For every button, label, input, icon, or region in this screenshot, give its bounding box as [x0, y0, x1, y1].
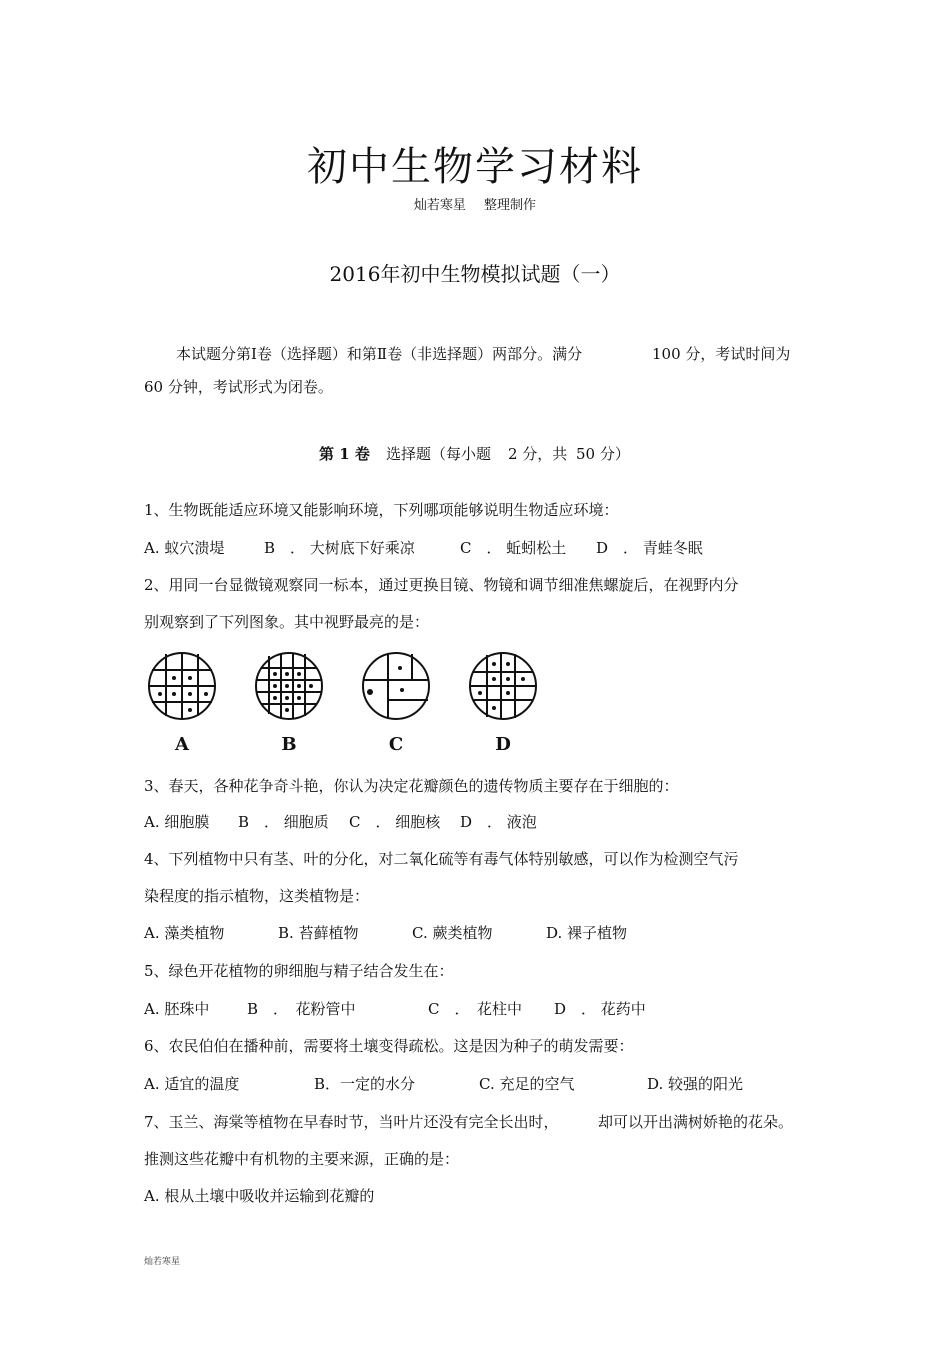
question-1-options [144, 537, 844, 557]
q6-option-a: A. 适宜的温度 [144, 1075, 240, 1093]
question-1-stem: 1、生物既能适应环境又能影响环境，下列哪项能够说明生物适应环境： [144, 501, 619, 519]
field-c [363, 653, 429, 719]
intro-line2: 60 分钟，考试形式为闭卷。 [144, 378, 333, 396]
question-2-stem-line2: 别观察到了下列图象。其中视野最亮的是： [144, 613, 430, 631]
section-title: 选择题（每小题 [386, 445, 492, 463]
intro-line1-b: 100 分，考试时间为 [652, 345, 791, 363]
q1-option-b: B ． 大树底下好乘凉 [264, 539, 415, 557]
question-5-options [144, 998, 844, 1018]
question-2-stem-line1: 2、用同一台显微镜观察同一标本，通过更换目镜、物镜和调节细准焦螺旋后，在视野内分 [144, 576, 739, 594]
question-6-stem: 6、农民伯伯在播种前，需要将土壤变得疏松。这是因为种子的萌发需要： [144, 1037, 634, 1055]
figure-label-a: A [175, 734, 189, 755]
q3-option-d: D ． 液泡 [460, 813, 537, 831]
q5-option-a: A. 胚珠中 [144, 1000, 210, 1018]
q3-option-c: C ． 细胞核 [349, 813, 441, 831]
page-footer: 灿若寒星 [144, 1257, 181, 1267]
q4-option-a: A. 藻类植物 [144, 924, 225, 942]
q5-option-c: C ． 花柱中 [428, 1000, 522, 1018]
document-title: 初中生物学习材料 [307, 144, 643, 190]
document-subtitle: 灿若寒星 整理制作 [413, 198, 537, 213]
q7-option-a: A. 根从土壤中吸收并运输到花瓣的 [144, 1187, 375, 1205]
question-3-stem: 3、春天，各种花争奇斗艳，你认为决定花瓣颜色的遗传物质主要存在于细胞的： [144, 777, 679, 795]
question-6-options [144, 1073, 844, 1093]
question-4-stem-line2: 染程度的指示植物，这类植物是： [144, 887, 370, 905]
section-label: 第 1 卷 [319, 445, 370, 463]
exam-title: 2016年初中生物模拟试题（一） [329, 262, 621, 286]
q4-option-b: B. 苔藓植物 [278, 924, 359, 942]
microscope-fields-figure [140, 648, 540, 756]
field-b [256, 653, 322, 719]
q3-option-a: A. 细胞膜 [144, 813, 210, 831]
question-4-stem-line1: 4、下列植物中只有茎、叶的分化，对二氧化硫等有毒气体特别敏感，可以作为检测空气污 [144, 850, 739, 868]
question-7-options [144, 1185, 844, 1205]
figure-label-c: C [388, 734, 404, 755]
question-7-stem-line1: 7、玉兰、海棠等植物在早春时节，当叶片还没有完全长出时， [144, 1113, 559, 1131]
microscope-fields-svg [140, 648, 540, 756]
q5-option-d: D ． 花药中 [554, 1000, 646, 1018]
q6-option-b: B．一定的水分 [314, 1075, 416, 1093]
q5-option-b: B ． 花粉管中 [247, 1000, 356, 1018]
question-3-options [144, 811, 844, 831]
intro-line1-a: 本试题分第Ⅰ卷（选择题）和第Ⅱ卷（非选择题）两部分。满分 [176, 345, 583, 363]
q1-option-a: A. 蚁穴溃堤 [144, 539, 225, 557]
q4-option-c: C. 蕨类植物 [412, 924, 493, 942]
question-4-options [144, 922, 844, 942]
q3-option-b: B ． 细胞质 [238, 813, 329, 831]
question-7-stem-line2: 推测这些花瓣中有机物的主要来源，正确的是： [144, 1150, 460, 1168]
q6-option-c: C. 充足的空气 [479, 1075, 575, 1093]
field-a [149, 653, 215, 719]
q6-option-d: D. 较强的阳光 [647, 1075, 744, 1093]
q1-option-c: C ． 蚯蚓松土 [460, 539, 567, 557]
figure-label-b: B [281, 734, 297, 755]
field-d [470, 653, 536, 719]
section-points: 2 分，共 [508, 445, 568, 463]
section-total: 50 分） [576, 445, 630, 463]
figure-label-d: D [495, 734, 511, 755]
question-7-stem-line1-tail: 却可以开出满树娇艳的花朵。 [598, 1113, 794, 1131]
q1-option-d: D ． 青蛙冬眠 [596, 539, 703, 557]
question-5-stem: 5、绿色开花植物的卵细胞与精子结合发生在： [144, 962, 454, 980]
q4-option-d: D. 裸子植物 [546, 924, 628, 942]
